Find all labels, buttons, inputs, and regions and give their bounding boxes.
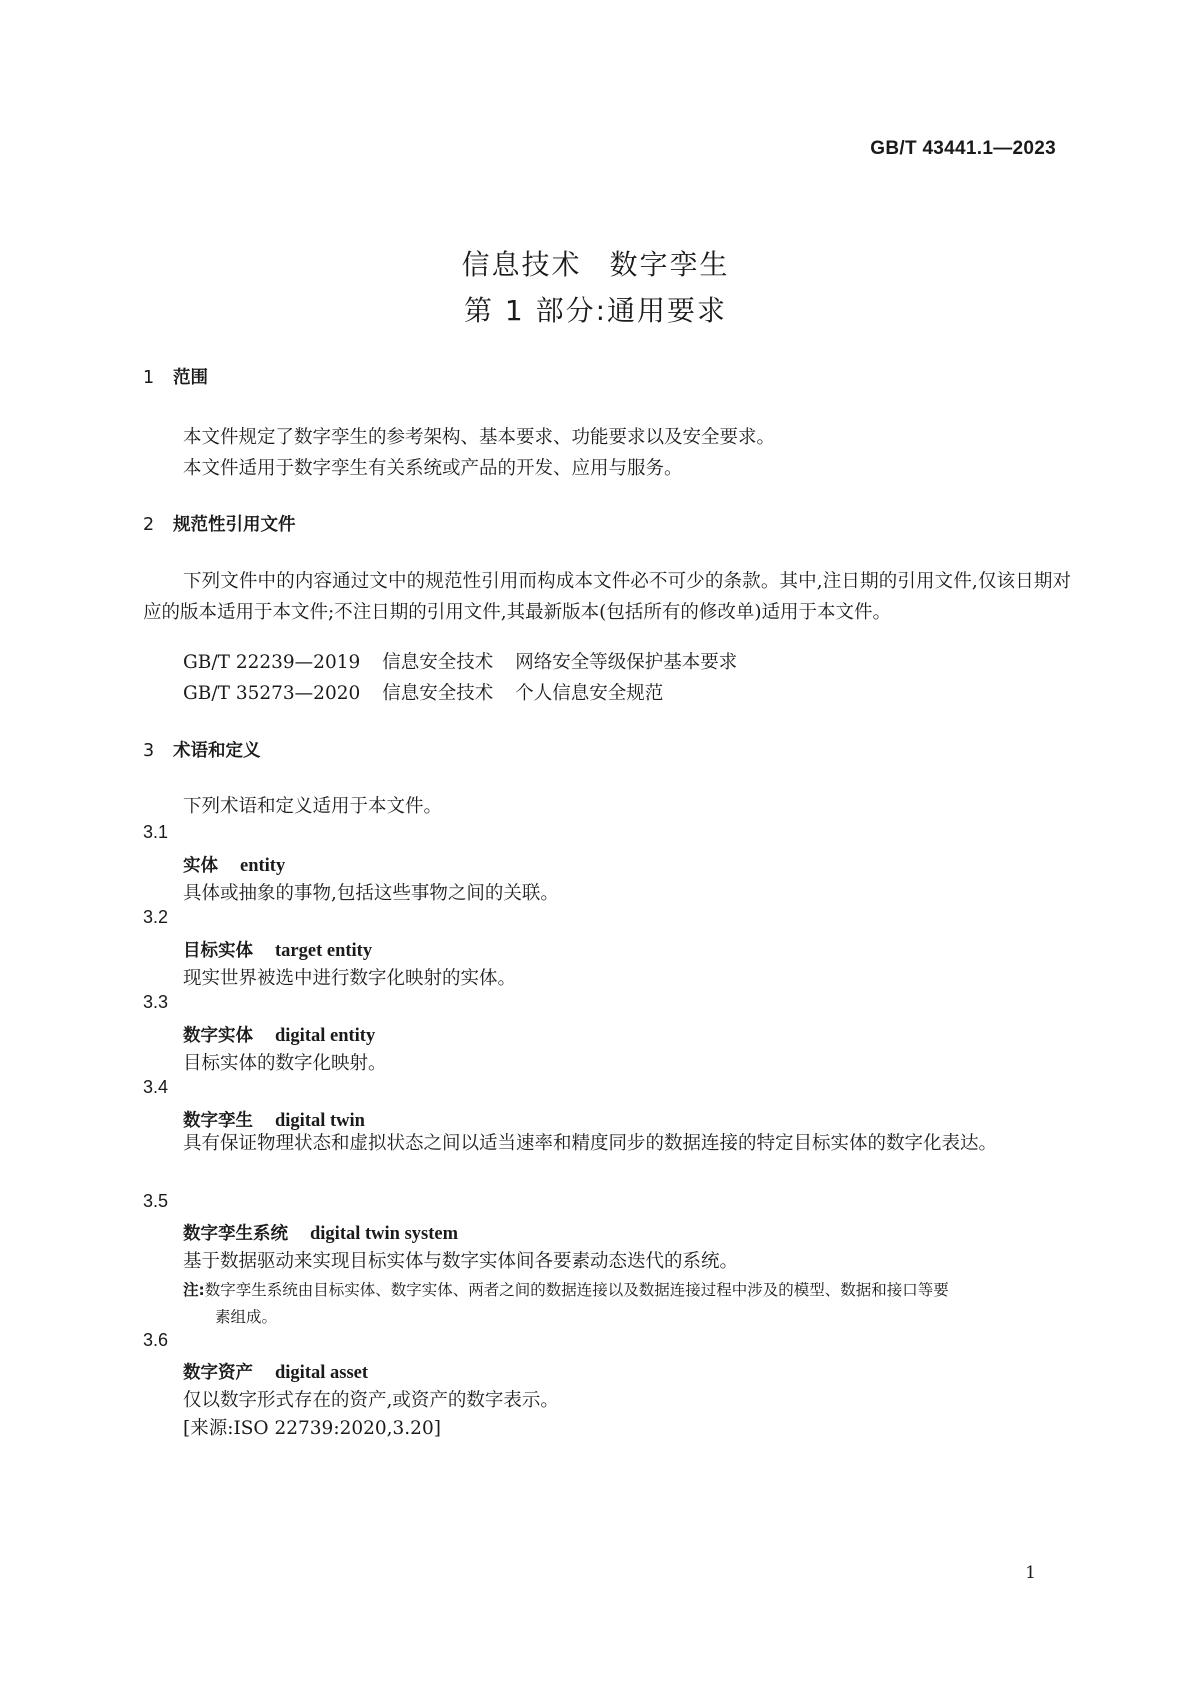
term-number: 3.4 xyxy=(143,1077,169,1097)
section-number: 3 xyxy=(143,741,155,761)
term-definition: 基于数据驱动来实现目标实体与数字实体间各要素动态迭代的系统。 xyxy=(183,1251,739,1272)
section-heading-normative-references xyxy=(143,511,296,536)
reference-title-b: 个人信息安全规范 xyxy=(515,683,664,704)
term-title xyxy=(183,852,285,877)
term-number: 3.2 xyxy=(143,907,169,927)
reference-item xyxy=(183,648,737,674)
term-en: digital twin xyxy=(275,1111,365,1131)
note-text: 数字孪生系统由目标实体、数字实体、两者之间的数据连接以及数据连接过程中涉及的模型、数据和接口等要 xyxy=(204,1281,949,1299)
term-definition: 仅以数字形式存在的资产,或资产的数字表示。 xyxy=(183,1390,559,1411)
section-heading-scope xyxy=(143,364,208,389)
term-definition: 具有保证物理状态和虚拟状态之间以适当速率和精度同步的数据连接的特定目标实体的数字化表达。 xyxy=(183,1133,998,1154)
section-title: 范围 xyxy=(173,368,208,388)
term-en: entity xyxy=(240,856,286,876)
term-en: target entity xyxy=(275,941,373,961)
section-heading-terms xyxy=(143,737,261,762)
reference-title-a: 信息安全技术 xyxy=(382,683,494,704)
term-definition: 目标实体的数字化映射。 xyxy=(183,1053,387,1074)
term-zh: 数字资产 xyxy=(183,1363,253,1383)
section-title: 规范性引用文件 xyxy=(173,515,296,535)
term-en: digital asset xyxy=(275,1363,369,1383)
term-source: [来源:ISO 22739:2020,3.20] xyxy=(183,1418,441,1439)
paragraph: 下列术语和定义适用于本文件。 xyxy=(183,796,443,817)
term-number: 3.5 xyxy=(143,1191,169,1211)
page-number: 1 xyxy=(1025,1563,1036,1583)
term-title xyxy=(183,1022,375,1047)
reference-title-b: 网络安全等级保护基本要求 xyxy=(515,652,738,673)
note-label: 注: xyxy=(183,1281,205,1299)
paragraph: 本文件规定了数字孪生的参考架构、基本要求、功能要求以及安全要求。 xyxy=(183,427,776,448)
reference-title-a: 信息安全技术 xyxy=(382,652,494,673)
term-definition: 具体或抽象的事物,包括这些事物之间的关联。 xyxy=(183,883,559,904)
term-number: 3.3 xyxy=(143,992,169,1012)
document-title-line1 xyxy=(0,243,1191,283)
term-en: digital entity xyxy=(275,1026,376,1046)
section-title: 术语和定义 xyxy=(173,741,261,761)
term-title xyxy=(183,937,372,962)
term-number: 3.1 xyxy=(143,822,169,842)
title-part-b: 数字孪生 xyxy=(609,248,730,281)
reference-code: GB/T 35273—2020 xyxy=(183,683,361,704)
term-en: digital twin system xyxy=(310,1224,458,1244)
note-text-continued: 素组成。 xyxy=(215,1308,278,1326)
term-number: 3.6 xyxy=(143,1330,169,1350)
section-number: 1 xyxy=(143,368,155,388)
reference-item xyxy=(183,679,663,705)
reference-code: GB/T 22239—2019 xyxy=(183,652,361,673)
term-zh: 数字孪生 xyxy=(183,1111,253,1131)
standard-number: GB/T 43441.1—2023 xyxy=(870,138,1056,159)
term-zh: 数字实体 xyxy=(183,1026,253,1046)
document-title-line2: 第 1 部分:通用要求 xyxy=(463,294,728,327)
title-part-a: 信息技术 xyxy=(461,248,582,281)
paragraph: 本文件适用于数字孪生有关系统或产品的开发、应用与服务。 xyxy=(183,458,683,479)
term-title xyxy=(183,1359,368,1384)
section-number: 2 xyxy=(143,515,155,535)
term-zh: 目标实体 xyxy=(183,941,253,961)
term-zh: 实体 xyxy=(183,856,218,876)
term-title xyxy=(183,1220,458,1245)
paragraph: 下列文件中的内容通过文中的规范性引用而构成本文件必不可少的条款。其中,注日期的引用文件,仅该日期对应的版本适用于本文件;不注日期的引用文件,其最新版本(包括所有的修改单)适用于本文件。 xyxy=(143,571,1071,623)
term-zh: 数字孪生系统 xyxy=(183,1224,288,1244)
term-definition: 现实世界被选中进行数字化映射的实体。 xyxy=(183,968,517,989)
term-note xyxy=(183,1277,1071,1331)
